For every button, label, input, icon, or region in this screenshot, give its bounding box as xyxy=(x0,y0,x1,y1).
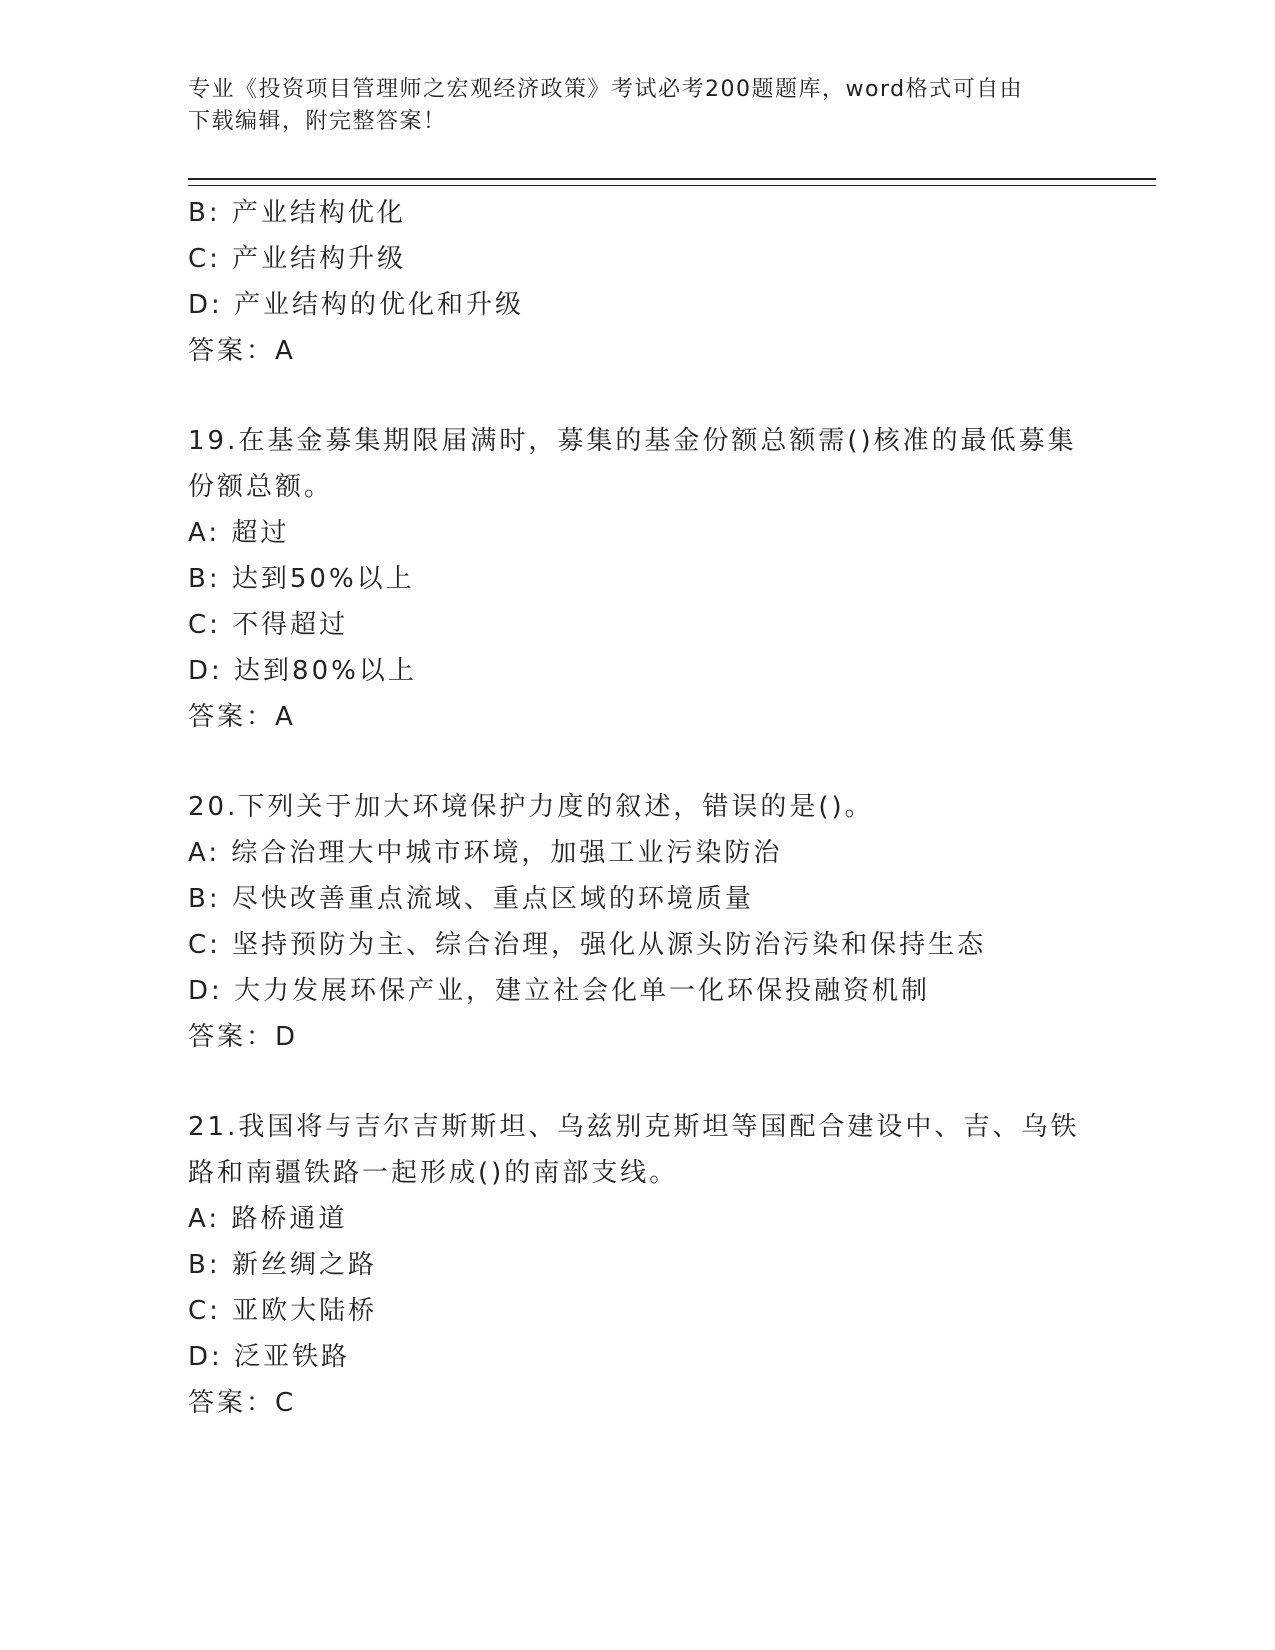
option-b: B: 达到50%以上 xyxy=(188,564,415,594)
question-20 xyxy=(188,784,1088,1060)
answer: 答案：A xyxy=(188,336,296,366)
option-d: D: 达到80%以上 xyxy=(188,656,417,686)
answer: 答案：D xyxy=(188,1022,299,1052)
option-b: B: 产业结构优化 xyxy=(188,198,406,228)
question-stem: 20.下列关于加大环境保护力度的叙述，错误的是()。 xyxy=(188,792,874,822)
document-body xyxy=(188,190,1088,1426)
header-line-2: 下载编辑，附完整答案！ xyxy=(188,109,447,134)
option-a: A: 超过 xyxy=(188,518,290,548)
option-c: C: 亚欧大陆桥 xyxy=(188,1296,378,1326)
header-divider xyxy=(188,178,1156,186)
page-header xyxy=(188,74,1068,138)
option-c: C: 坚持预防为主、综合治理，强化从源头防治污染和保持生态 xyxy=(188,930,987,960)
question-19 xyxy=(188,418,1088,740)
option-c: C: 产业结构升级 xyxy=(188,244,407,274)
option-a: A: 综合治理大中城市环境，加强工业污染防治 xyxy=(188,838,783,868)
question-18-tail xyxy=(188,190,1088,374)
header-line-1: 专业《投资项目管理师之宏观经济政策》考试必考200题题库，word格式可自由 xyxy=(188,77,1024,102)
option-b: B: 尽快改善重点流域、重点区域的环境质量 xyxy=(188,884,754,914)
answer: 答案：A xyxy=(188,702,296,732)
question-stem: 21.我国将与吉尔吉斯斯坦、乌兹别克斯坦等国配合建设中、吉、乌铁 xyxy=(188,1112,1080,1142)
option-c: C: 不得超过 xyxy=(188,610,349,640)
question-stem-cont: 路和南疆铁路一起形成()的南部支线。 xyxy=(188,1158,679,1188)
answer: 答案：C xyxy=(188,1388,297,1418)
question-stem: 19.在基金募集期限届满时，募集的基金份额总额需()核准的最低募集 xyxy=(188,426,1077,456)
option-a: A: 路桥通道 xyxy=(188,1204,348,1234)
option-d: D: 产业结构的优化和升级 xyxy=(188,290,525,320)
option-d: D: 泛亚铁路 xyxy=(188,1342,351,1372)
question-stem-cont: 份额总额。 xyxy=(188,472,334,502)
option-b: B: 新丝绸之路 xyxy=(188,1250,377,1280)
option-d: D: 大力发展环保产业，建立社会化单一化环保投融资机制 xyxy=(188,976,931,1006)
question-21 xyxy=(188,1104,1088,1426)
